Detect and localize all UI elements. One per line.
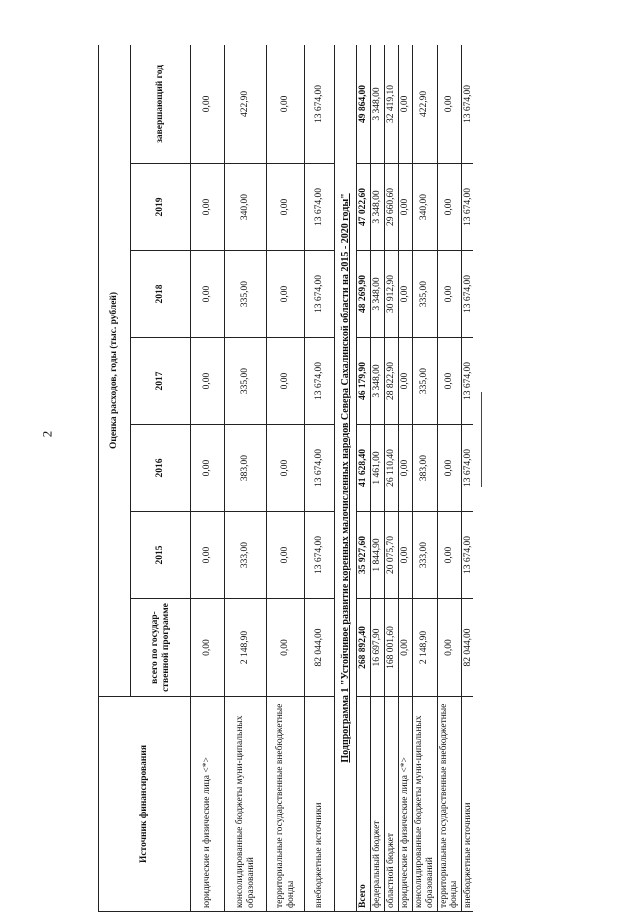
table-row bbox=[384, 45, 398, 912]
row-value: 0,00 bbox=[398, 164, 412, 251]
subprogram-title-row bbox=[335, 45, 357, 912]
row-value: 333,00 bbox=[412, 512, 437, 599]
subprogram-title: Подпрограмма 1 "Устойчивое развитие коренных малочисленных народов Севера Сахалинской области на 2015 - 2020 годы" bbox=[335, 45, 357, 912]
header-year: 2015 bbox=[131, 512, 191, 599]
row-value: 0,00 bbox=[191, 338, 225, 425]
row-value: 0,00 bbox=[191, 599, 225, 697]
row-value: 0,00 bbox=[267, 45, 305, 164]
table-row bbox=[357, 45, 371, 912]
row-value: 335,00 bbox=[225, 251, 267, 338]
row-value: 28 822,90 bbox=[384, 338, 398, 425]
row-value: 13 674,00 bbox=[305, 45, 335, 164]
row-value: 0,00 bbox=[267, 338, 305, 425]
row-label: территориальные государственные внебюджетные фонды bbox=[437, 697, 462, 912]
table-row bbox=[412, 45, 437, 912]
footnote-separator-line bbox=[481, 392, 482, 487]
header-estimate-group: Оценка расходов, годы (тыс. рублей) bbox=[99, 45, 131, 697]
row-value: 0,00 bbox=[437, 164, 462, 251]
row-value: 20 075,70 bbox=[384, 512, 398, 599]
row-value: 0,00 bbox=[191, 45, 225, 164]
row-value: 0,00 bbox=[398, 599, 412, 697]
row-value: 383,00 bbox=[412, 425, 437, 512]
row-value: 3 348,00 bbox=[370, 164, 384, 251]
row-value: 35 927,60 bbox=[357, 512, 371, 599]
header-year: 2018 bbox=[131, 251, 191, 338]
row-value: 0,00 bbox=[267, 512, 305, 599]
row-value: 13 674,00 bbox=[462, 164, 473, 251]
row-label: консолидированные бюджеты муни-ципальных образований bbox=[412, 697, 437, 912]
row-value: 0,00 bbox=[191, 425, 225, 512]
row-value: 2 148,90 bbox=[412, 599, 437, 697]
table-row bbox=[191, 45, 225, 912]
header-year: 2019 bbox=[131, 164, 191, 251]
row-value: 82 044,00 bbox=[462, 599, 473, 697]
row-value: 422,90 bbox=[225, 45, 267, 164]
row-value: 26 110,40 bbox=[384, 425, 398, 512]
table-row bbox=[437, 45, 462, 912]
table-row bbox=[370, 45, 384, 912]
table-row bbox=[267, 45, 305, 912]
table-row bbox=[305, 45, 335, 912]
row-value: 0,00 bbox=[437, 599, 462, 697]
row-label: юридические и физические лица <*> bbox=[191, 697, 225, 912]
row-label: юридические и физические лица <*> bbox=[398, 697, 412, 912]
row-value: 13 674,00 bbox=[305, 425, 335, 512]
row-value: 335,00 bbox=[412, 338, 437, 425]
row-value: 0,00 bbox=[191, 164, 225, 251]
row-value: 3 348,00 bbox=[370, 45, 384, 164]
row-value: 333,00 bbox=[225, 512, 267, 599]
row-value: 47 022,60 bbox=[357, 164, 371, 251]
row-value: 335,00 bbox=[412, 251, 437, 338]
row-value: 0,00 bbox=[267, 251, 305, 338]
header-year: 2017 bbox=[131, 338, 191, 425]
row-value: 2 148,90 bbox=[225, 599, 267, 697]
header-year: 2016 bbox=[131, 425, 191, 512]
row-label: внебюджетные источники bbox=[462, 697, 473, 912]
row-value: 0,00 bbox=[398, 425, 412, 512]
table-row bbox=[462, 45, 473, 912]
row-value: 49 864,00 bbox=[357, 45, 371, 164]
table-row bbox=[225, 45, 267, 912]
row-value: 16 697,90 bbox=[370, 599, 384, 697]
row-value: 268 892,40 bbox=[357, 599, 371, 697]
row-value: 13 674,00 bbox=[462, 251, 473, 338]
row-value: 0,00 bbox=[398, 512, 412, 599]
row-value: 13 674,00 bbox=[305, 338, 335, 425]
row-value: 0,00 bbox=[437, 338, 462, 425]
row-value: 13 674,00 bbox=[305, 251, 335, 338]
row-value: 41 628,40 bbox=[357, 425, 371, 512]
row-label: территориальные государственные внебюджетные фонды bbox=[267, 697, 305, 912]
row-value: 32 419,10 bbox=[384, 45, 398, 164]
row-value: 13 674,00 bbox=[305, 164, 335, 251]
row-value: 383,00 bbox=[225, 425, 267, 512]
row-value: 168 001,60 bbox=[384, 599, 398, 697]
rotated-table-sheet bbox=[98, 45, 473, 912]
row-value: 82 044,00 bbox=[305, 599, 335, 697]
row-label: Всего bbox=[357, 697, 371, 912]
header-final-year: завершающий год bbox=[131, 45, 191, 164]
row-value: 46 179,90 bbox=[357, 338, 371, 425]
row-value: 0,00 bbox=[437, 45, 462, 164]
financing-table bbox=[98, 45, 473, 912]
row-value: 30 912,90 bbox=[384, 251, 398, 338]
row-value: 340,00 bbox=[412, 164, 437, 251]
row-value: 1 844,90 bbox=[370, 512, 384, 599]
row-value: 3 348,00 bbox=[370, 338, 384, 425]
row-value: 340,00 bbox=[225, 164, 267, 251]
row-value: 0,00 bbox=[398, 45, 412, 164]
row-value: 13 674,00 bbox=[305, 512, 335, 599]
header-total: всего по государ-ственной программе bbox=[131, 599, 191, 697]
row-value: 13 674,00 bbox=[462, 338, 473, 425]
row-value: 13 674,00 bbox=[462, 512, 473, 599]
row-value: 0,00 bbox=[267, 164, 305, 251]
row-label: федеральный бюджет bbox=[370, 697, 384, 912]
row-value: 13 674,00 bbox=[462, 45, 473, 164]
row-value: 0,00 bbox=[267, 425, 305, 512]
row-value: 13 674,00 bbox=[462, 425, 473, 512]
row-value: 1 461,00 bbox=[370, 425, 384, 512]
row-value: 48 269,90 bbox=[357, 251, 371, 338]
row-value: 0,00 bbox=[191, 512, 225, 599]
page-number: 2 bbox=[39, 430, 55, 438]
row-value: 0,00 bbox=[437, 251, 462, 338]
row-value: 0,00 bbox=[267, 599, 305, 697]
row-value: 0,00 bbox=[398, 338, 412, 425]
row-label: областной бюджет bbox=[384, 697, 398, 912]
row-value: 3 348,00 bbox=[370, 251, 384, 338]
row-label: консолидированные бюджеты муни-ципальных образований bbox=[225, 697, 267, 912]
table-row bbox=[398, 45, 412, 912]
row-value: 422,90 bbox=[412, 45, 437, 164]
row-value: 335,00 bbox=[225, 338, 267, 425]
row-value: 0,00 bbox=[437, 512, 462, 599]
header-source: Источник финансирования bbox=[99, 697, 191, 912]
row-value: 29 660,60 bbox=[384, 164, 398, 251]
row-value: 0,00 bbox=[437, 425, 462, 512]
row-value: 0,00 bbox=[191, 251, 225, 338]
row-value: 0,00 bbox=[398, 251, 412, 338]
row-label: внебюджетные источники bbox=[305, 697, 335, 912]
